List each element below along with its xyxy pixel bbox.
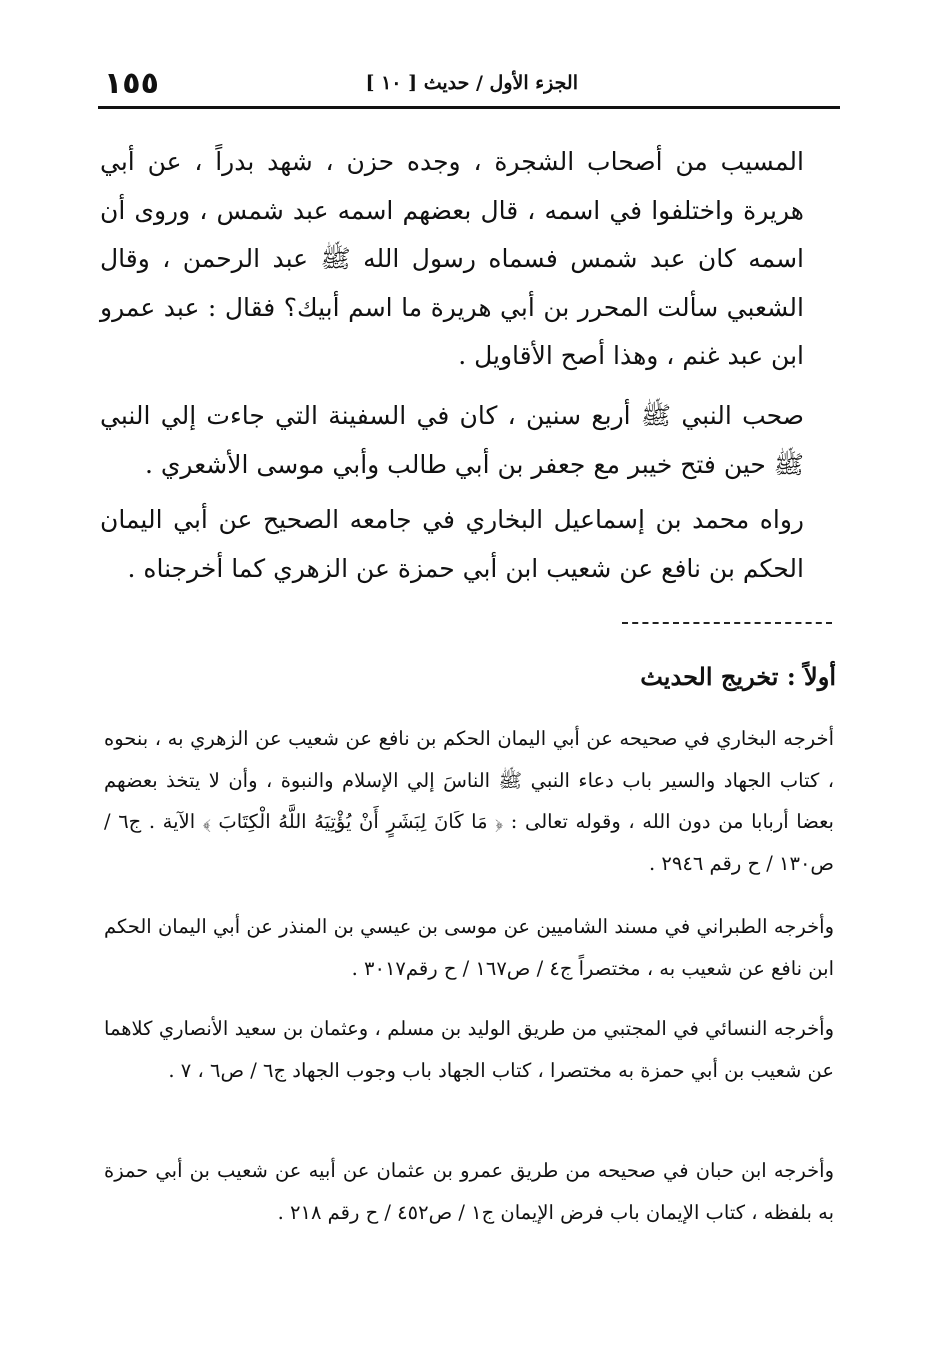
- main-paragraph: صحب النبي ﷺ أربع سنين ، كان في السفينة التي جاءت إلي النبي ﷺ حين فتح خيبر مع جعفر بن أبي طالب وأبي موسى الأشعري .: [100, 401, 804, 479]
- running-title: الجزء الأول / حديث [ ١٠ ]: [365, 72, 578, 94]
- note-block-2: [104, 906, 834, 989]
- note-block-1: [104, 718, 834, 884]
- main-text-block-2: [100, 392, 804, 489]
- page-number: ١٥٥: [104, 66, 159, 101]
- section-heading: أولاً : تخريج الحديث: [640, 662, 836, 691]
- section-separator: [622, 622, 832, 624]
- main-text-block-1: [100, 138, 804, 381]
- note-block-3: [104, 1008, 834, 1091]
- note-block-4: [104, 1150, 834, 1233]
- main-text-block-3: [100, 496, 804, 593]
- page-header: [98, 62, 840, 109]
- note-paragraph: وأخرجه الطبراني في مسند الشاميين عن موسى بن عيسي بن المنذر عن أبي اليمان الحكم ابن نافع عن شعيب به ، مختصراً ج٤ / ص١٦٧ / ح رقم٣٠١٧ .: [104, 915, 834, 980]
- note-paragraph: وأخرجه النسائي في المجتبي من طريق الوليد بن مسلم ، وعثمان بن سعيد الأنصاري كلاهما عن شعيب بن أبي حمزة به مختصرا ، كتاب الجهاد باب وجوب الجهاد ج٦ / ص٦ ، ٧ .: [104, 1017, 834, 1082]
- main-paragraph: رواه محمد بن إسماعيل البخاري في جامعه الصحيح عن أبي اليمان الحكم بن نافع عن شعيب ابن أبي حمزة عن الزهري كما أخرجناه .: [100, 505, 804, 583]
- note-paragraph: وأخرجه ابن حبان في صحيحه من طريق عمرو بن عثمان عن أبيه عن شعيب بن أبي حمزة به بلفظه ، كتاب الإيمان باب فرض الإيمان ج١ / ص٤٥٢ / ح رقم ٢١٨ .: [104, 1159, 834, 1224]
- main-paragraph: المسيب من أصحاب الشجرة ، وجده حزن ، شهد بدراً ، عن أبي هريرة واختلفوا في اسمه ، قال بعضهم اسمه عبد شمس ، وروى أن اسمه كان عبد شمس فسماه رسول الله ﷺ عبد الرحمن ، وقال الشعبي سألت المحرر بن أبي هريرة ما اسم أبيك؟ فقال : عبد عمرو ابن عبد غنم ، وهذا أصح الأقاويل .: [100, 147, 804, 370]
- note-paragraph: أخرجه البخاري في صحيحه عن أبي اليمان الحكم بن نافع عن شعيب عن الزهري به ، بنحوه ، كتاب الجهاد والسير باب دعاء النبي ﷺ الناسَ إلي الإسلام والنبوة ، وأن لا يتخذ بعضهم بعضا أربابا من دون الله ، وقوله تعالى : ﴿ مَا كَانَ لِبَشَرٍ أَنْ يُؤْتِيَهُ اللَّهُ الْكِتَابَ ﴾ الآية . ج٦ / ص١٣٠ / ح رقم ٢٩٤٦ .: [104, 727, 834, 875]
